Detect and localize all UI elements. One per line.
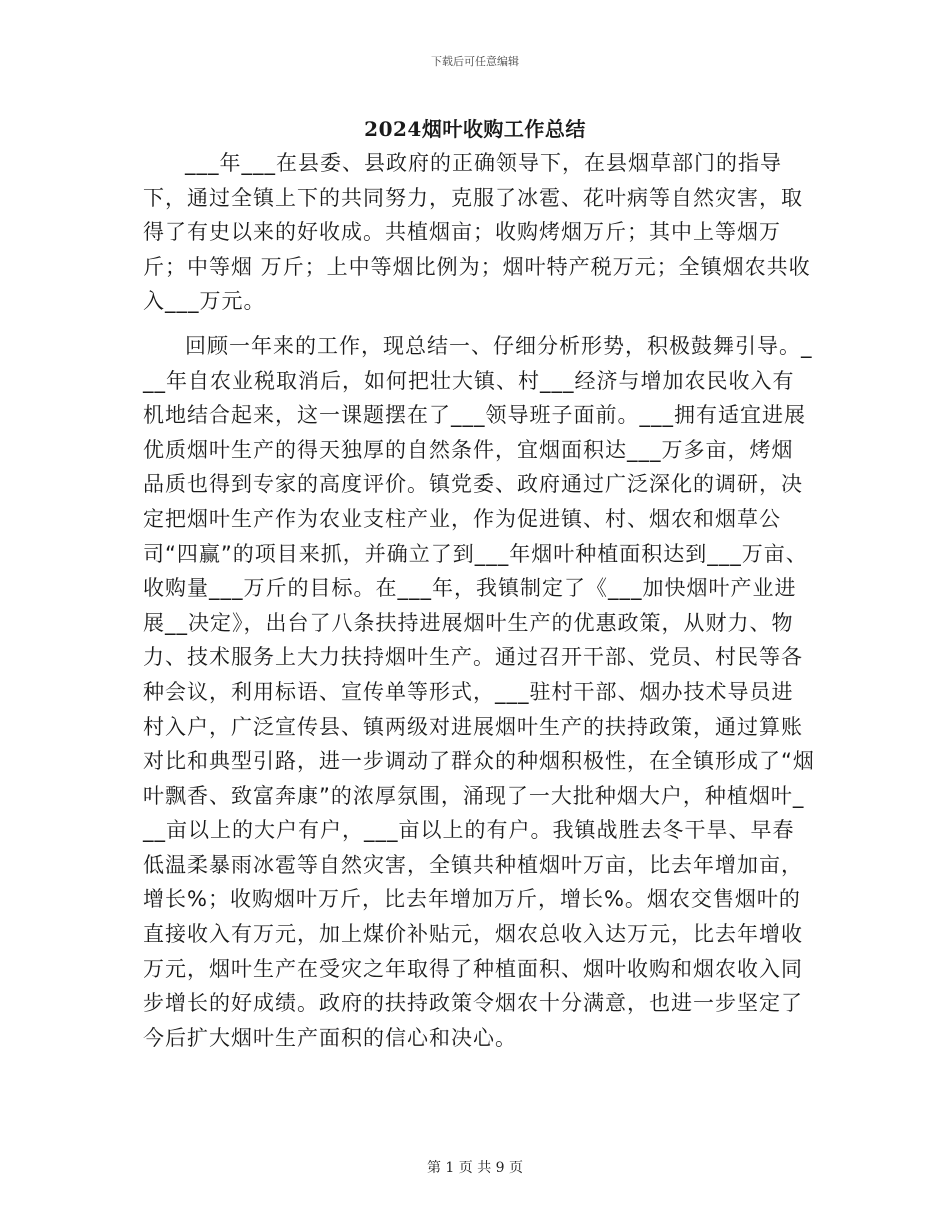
document-body [143, 146, 815, 1065]
paragraph-1: ___年___在县委、县政府的正确领导下，在县烟草部门的指导下，通过全镇上下的共同努力，克服了冰雹、花叶病等自然灾害，取得了有史以来的好收成。共植烟亩；收购烤烟万斤；其中上等烟万斤；中等烟 万斤；上中等烟比例为；烟叶特产税万元；全镇烟农共收入___万元。 [143, 151, 811, 314]
document-title: 2024烟叶收购工作总结 [364, 117, 586, 141]
page-header: 下载后可任意编辑 [431, 55, 519, 68]
paragraph-2: 回顾一年来的工作，现总结一、仔细分析形势，积极鼓舞引导。___年自农业税取消后，如何把壮大镇、村___经济与增加农民收入有机地结合起来，这一课题摆在了___领导班子面前。___拥有适宜进展优质烟叶生产的得天独厚的自然条件，宜烟面积达___万多亩，烤烟品质也得到专家的高度评价。镇党委、政府通过广泛深化的调研，决定把烟叶生产作为农业支柱产业，作为促进镇、村、烟农和烟草公司“四赢”的项目来抓，并确立了到___年烟叶种植面积达到___万亩、收购量___万斤的目标。在___年，我镇制定了《___加快烟叶产业进展__决定》，出台了八条扶持进展烟叶生产的优惠政策，从财力、物力、技术服务上大力扶持烟叶生产。通过召开干部、党员、村民等各种会议，利用标语、宣传单等形式，___驻村干部、烟办技术导员进村入户，广泛宣传县、镇两级对进展烟叶生产的扶持政策，通过算账对比和典型引路，进一步调动了群众的种烟积极性，在全镇形成了“烟叶飘香、致富奔康”的浓厚氛围，涌现了一大批种烟大户，种植烟叶___亩以上的大户有户，___亩以上的有户。我镇战胜去冬干旱、早春低温柔暴雨冰雹等自然灾害，全镇共种植烟叶万亩，比去年增加亩，增长%；收购烟叶万斤，比去年增加万斤，增长%。烟农交售烟叶的直接收入有万元，加上煤价补贴元，烟农总收入达万元，比去年增收万元，烟叶生产在受灾之年取得了种植面积、烟叶收购和烟农收入同步增长的好成绩。政府的扶持政策令烟农十分满意，也进一步坚定了今后扩大烟叶生产面积的信心和决心。 [143, 333, 815, 1050]
page-number: 第 1 页 共 9 页 [426, 1160, 524, 1176]
